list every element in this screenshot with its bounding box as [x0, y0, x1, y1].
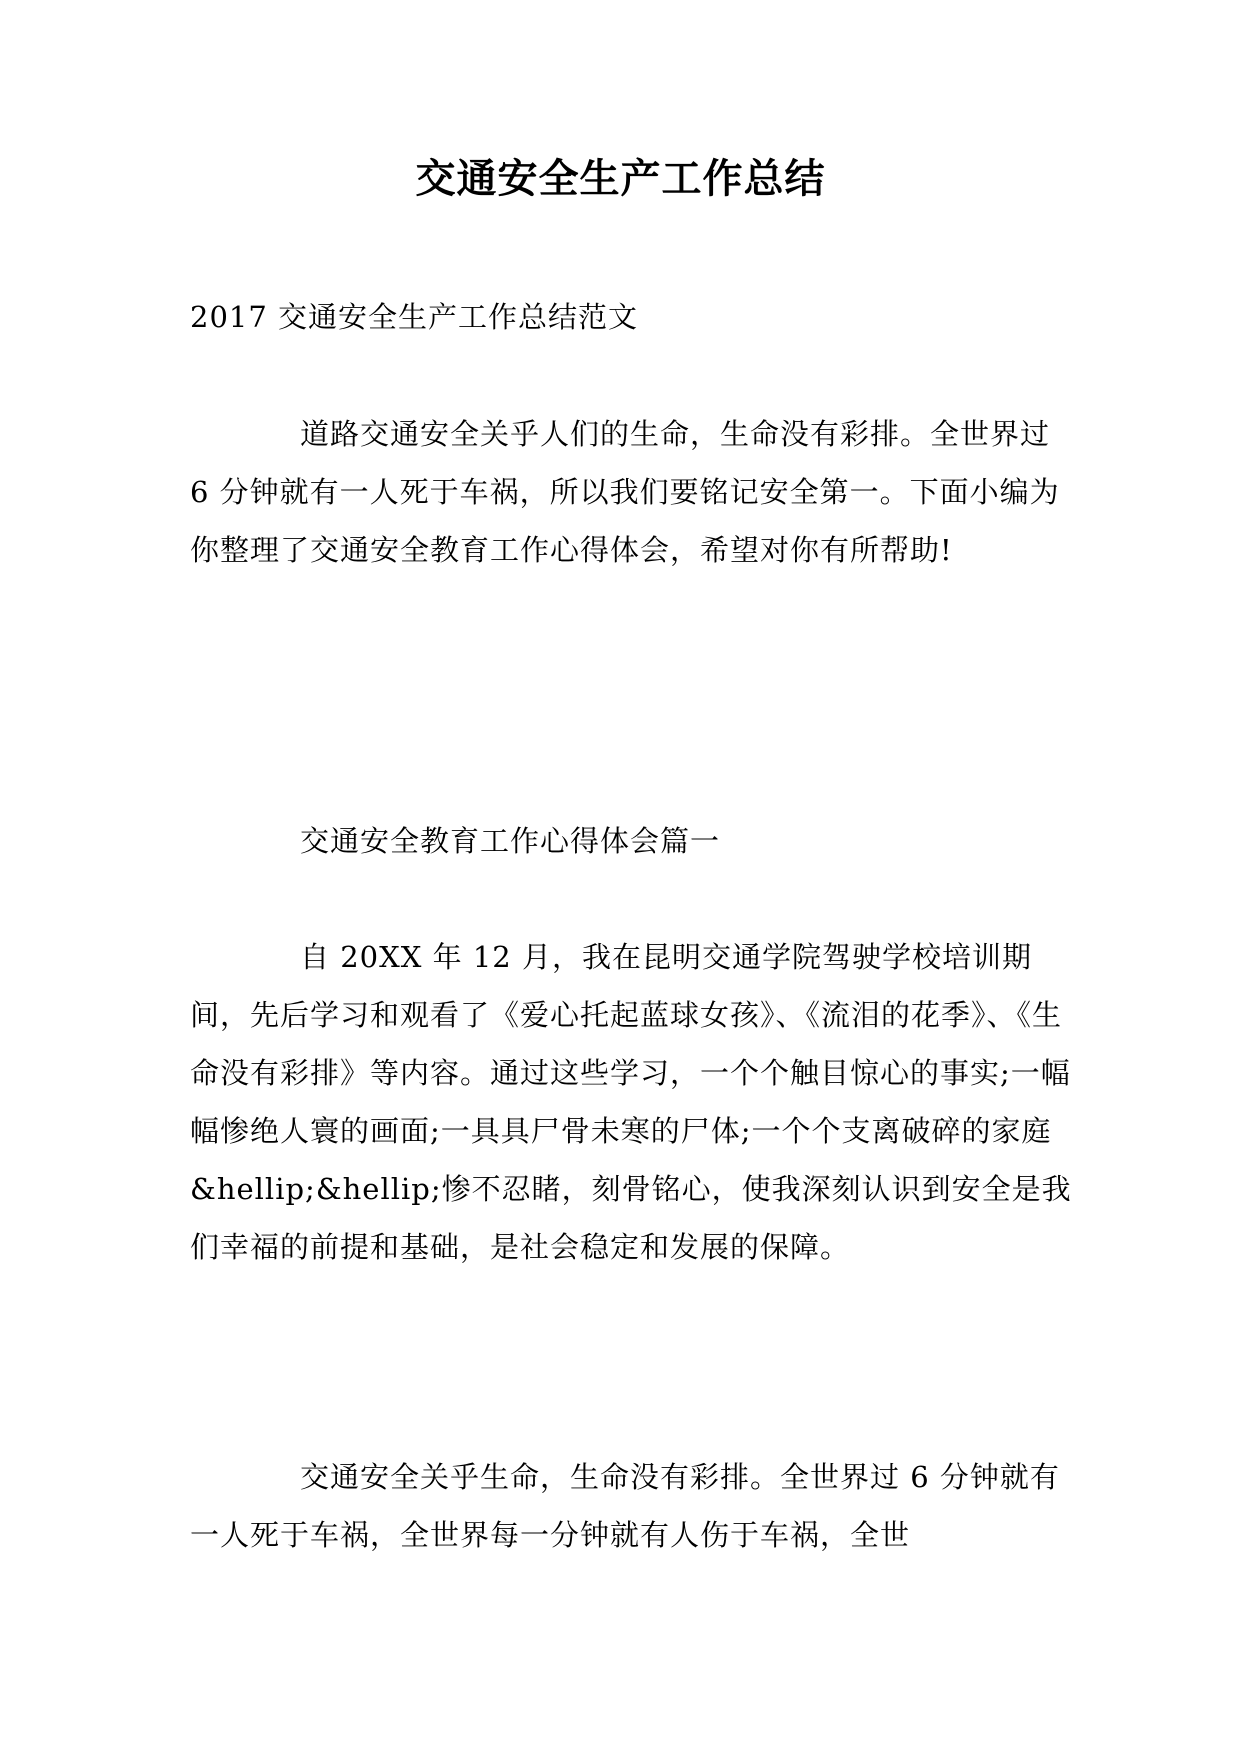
intro-paragraph: 道路交通安全关乎人们的生命，生命没有彩排。全世界过 6 分钟就有一人死于车祸，所以我们要铭记安全第一。下面小编为你整理了交通安全教育工作心得体会，希望对你有所帮助!	[190, 417, 1060, 567]
body-paragraph-2: 自 20XX 年 12 月，我在昆明交通学院驾驶学校培训期间，先后学习和观看了《爱心托起蓝球女孩》、《流泪的花季》、《生命没有彩排》等内容。通过这些学习，一个个触目惊心的事实;一幅幅惨绝人寰的画面;一具具尸骨未寒的尸体;一个个支离破碎的家庭&hellip;&hellip;惨不忍睹，刻骨铭心，使我深刻认识到安全是我们幸福的前提和基础，是社会稳定和发展的保障。	[190, 940, 1072, 1264]
body-paragraph-3: 交通安全关乎生命，生命没有彩排。全世界过 6 分钟就有一人死于车祸，全世界每一分钟就有人伤于车祸，全世	[190, 1460, 1060, 1552]
document-subtitle: 2017 交通安全生产工作总结范文	[190, 300, 639, 334]
section-heading: 交通安全教育工作心得体会篇一	[300, 824, 721, 858]
document-title: 交通安全生产工作总结	[415, 156, 826, 202]
